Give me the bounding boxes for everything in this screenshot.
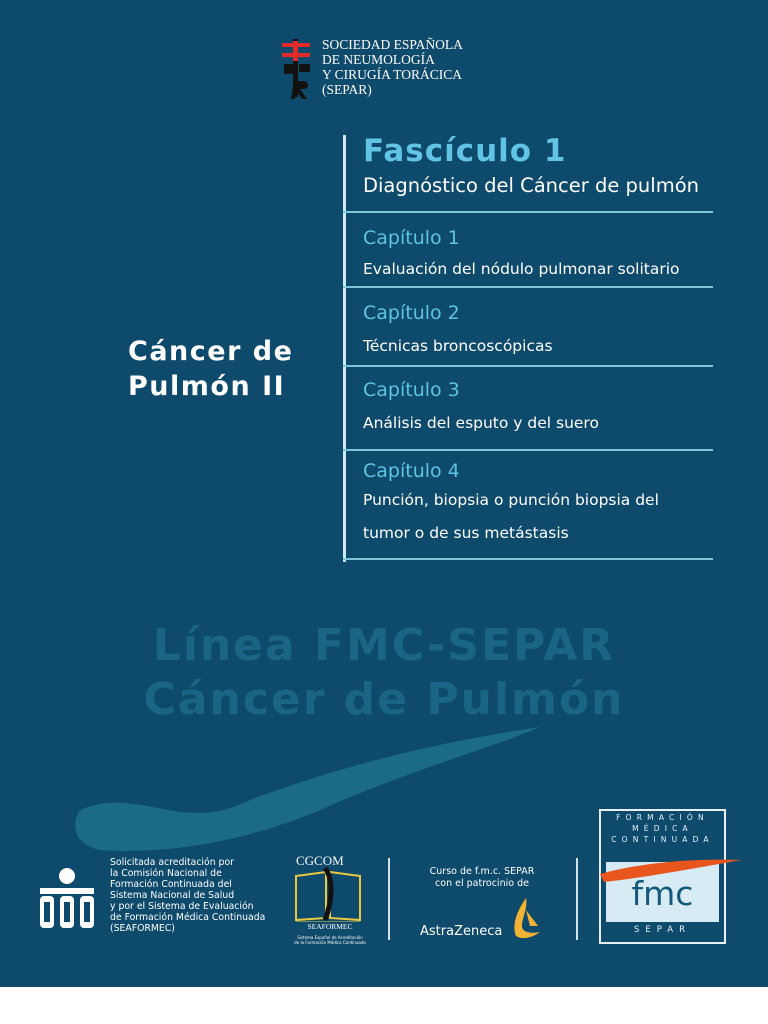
chapter-3-description: Análisis del esputo y del suero <box>363 414 599 432</box>
chapter-4-title: Capítulo 4 <box>363 460 460 482</box>
fmc-header-line: CONTINUADA <box>611 835 714 844</box>
cgcom-label: CGCOM <box>296 853 344 868</box>
toc-divider <box>343 558 713 560</box>
chapter-1-title: Capítulo 1 <box>363 227 460 249</box>
society-line: SOCIEDAD ESPAÑOLA <box>322 37 463 52</box>
society-line: Y CIRUGÍA TORÁCICA <box>322 67 463 82</box>
toc-divider <box>343 365 713 367</box>
main-title-line: Pulmón II <box>128 371 286 402</box>
separ-logo-icon <box>279 37 315 101</box>
accreditation-line: Solicitada acreditación por <box>110 857 234 868</box>
society-line: DE NEUMOLOGÍA <box>322 52 435 67</box>
accreditation-line: (SEAFORMEC) <box>110 923 175 934</box>
chapter-4-description: Punción, biopsia o punción biopsia del <box>363 491 659 509</box>
chapter-1-description: Evaluación del nódulo pulmonar solitario <box>363 260 680 278</box>
seaformec-subtitle <box>284 935 376 945</box>
main-title-line: Cáncer de <box>128 336 294 367</box>
sponsor-line: Curso de f.m.c. SEPAR <box>429 866 535 877</box>
society-name <box>322 37 463 97</box>
fmc-logo-header <box>599 812 726 845</box>
fmc-header-line: FORMACIÓN <box>616 813 709 822</box>
chapter-4-description: tumor o de sus metástasis <box>363 524 569 542</box>
toc-divider <box>343 286 713 288</box>
fasciculo-title: Fascículo 1 <box>363 133 567 169</box>
society-line: (SEPAR) <box>322 82 372 97</box>
toc-divider <box>343 449 713 451</box>
fmc-logo-footer: SEPAR <box>633 925 692 935</box>
astrazeneca-logo-icon <box>508 896 544 940</box>
seaformec-subtitle-line: Sistema Español de Acreditación <box>297 935 363 940</box>
watermark-line: Cáncer de Pulmón <box>143 674 625 725</box>
sponsor-text <box>402 866 562 890</box>
sponsor-line: con el patrocinio de <box>435 878 529 889</box>
fmc-header-line: MÉDICA <box>632 824 693 833</box>
toc-divider <box>343 211 713 213</box>
chapter-2-description: Técnicas broncoscópicas <box>363 337 553 355</box>
accreditation-line: de Formación Médica Continuada <box>110 912 266 923</box>
chapter-3-title: Capítulo 3 <box>363 379 460 401</box>
chapter-2-title: Capítulo 2 <box>363 302 460 324</box>
seaformec-subtitle-line: de la Formación Médica Continuada <box>294 940 366 945</box>
main-title <box>128 334 293 404</box>
footer-divider <box>576 858 578 940</box>
sns-logo-icon <box>36 866 98 932</box>
seaformec-label: SEAFORMEC <box>307 922 353 931</box>
accreditation-line: y por el Sistema de Evaluación <box>110 901 254 912</box>
accreditation-line: Formación Continuada del <box>110 879 232 890</box>
astrazeneca-label: AstraZeneca <box>420 924 503 939</box>
book-icon <box>292 866 364 922</box>
accreditation-line: la Comisión Nacional de <box>110 868 222 879</box>
fasciculo-subtitle: Diagnóstico del Cáncer de pulmón <box>363 174 699 197</box>
toc-vertical-rule <box>343 135 346 562</box>
watermark-line: Línea FMC-SEPAR <box>152 620 616 671</box>
footer-divider <box>388 858 390 940</box>
accreditation-line: Sistema Nacional de Salud <box>110 890 235 901</box>
swoosh-decoration <box>60 715 560 855</box>
accreditation-text <box>110 857 265 934</box>
fmc-logo-text: fmc <box>631 874 694 913</box>
